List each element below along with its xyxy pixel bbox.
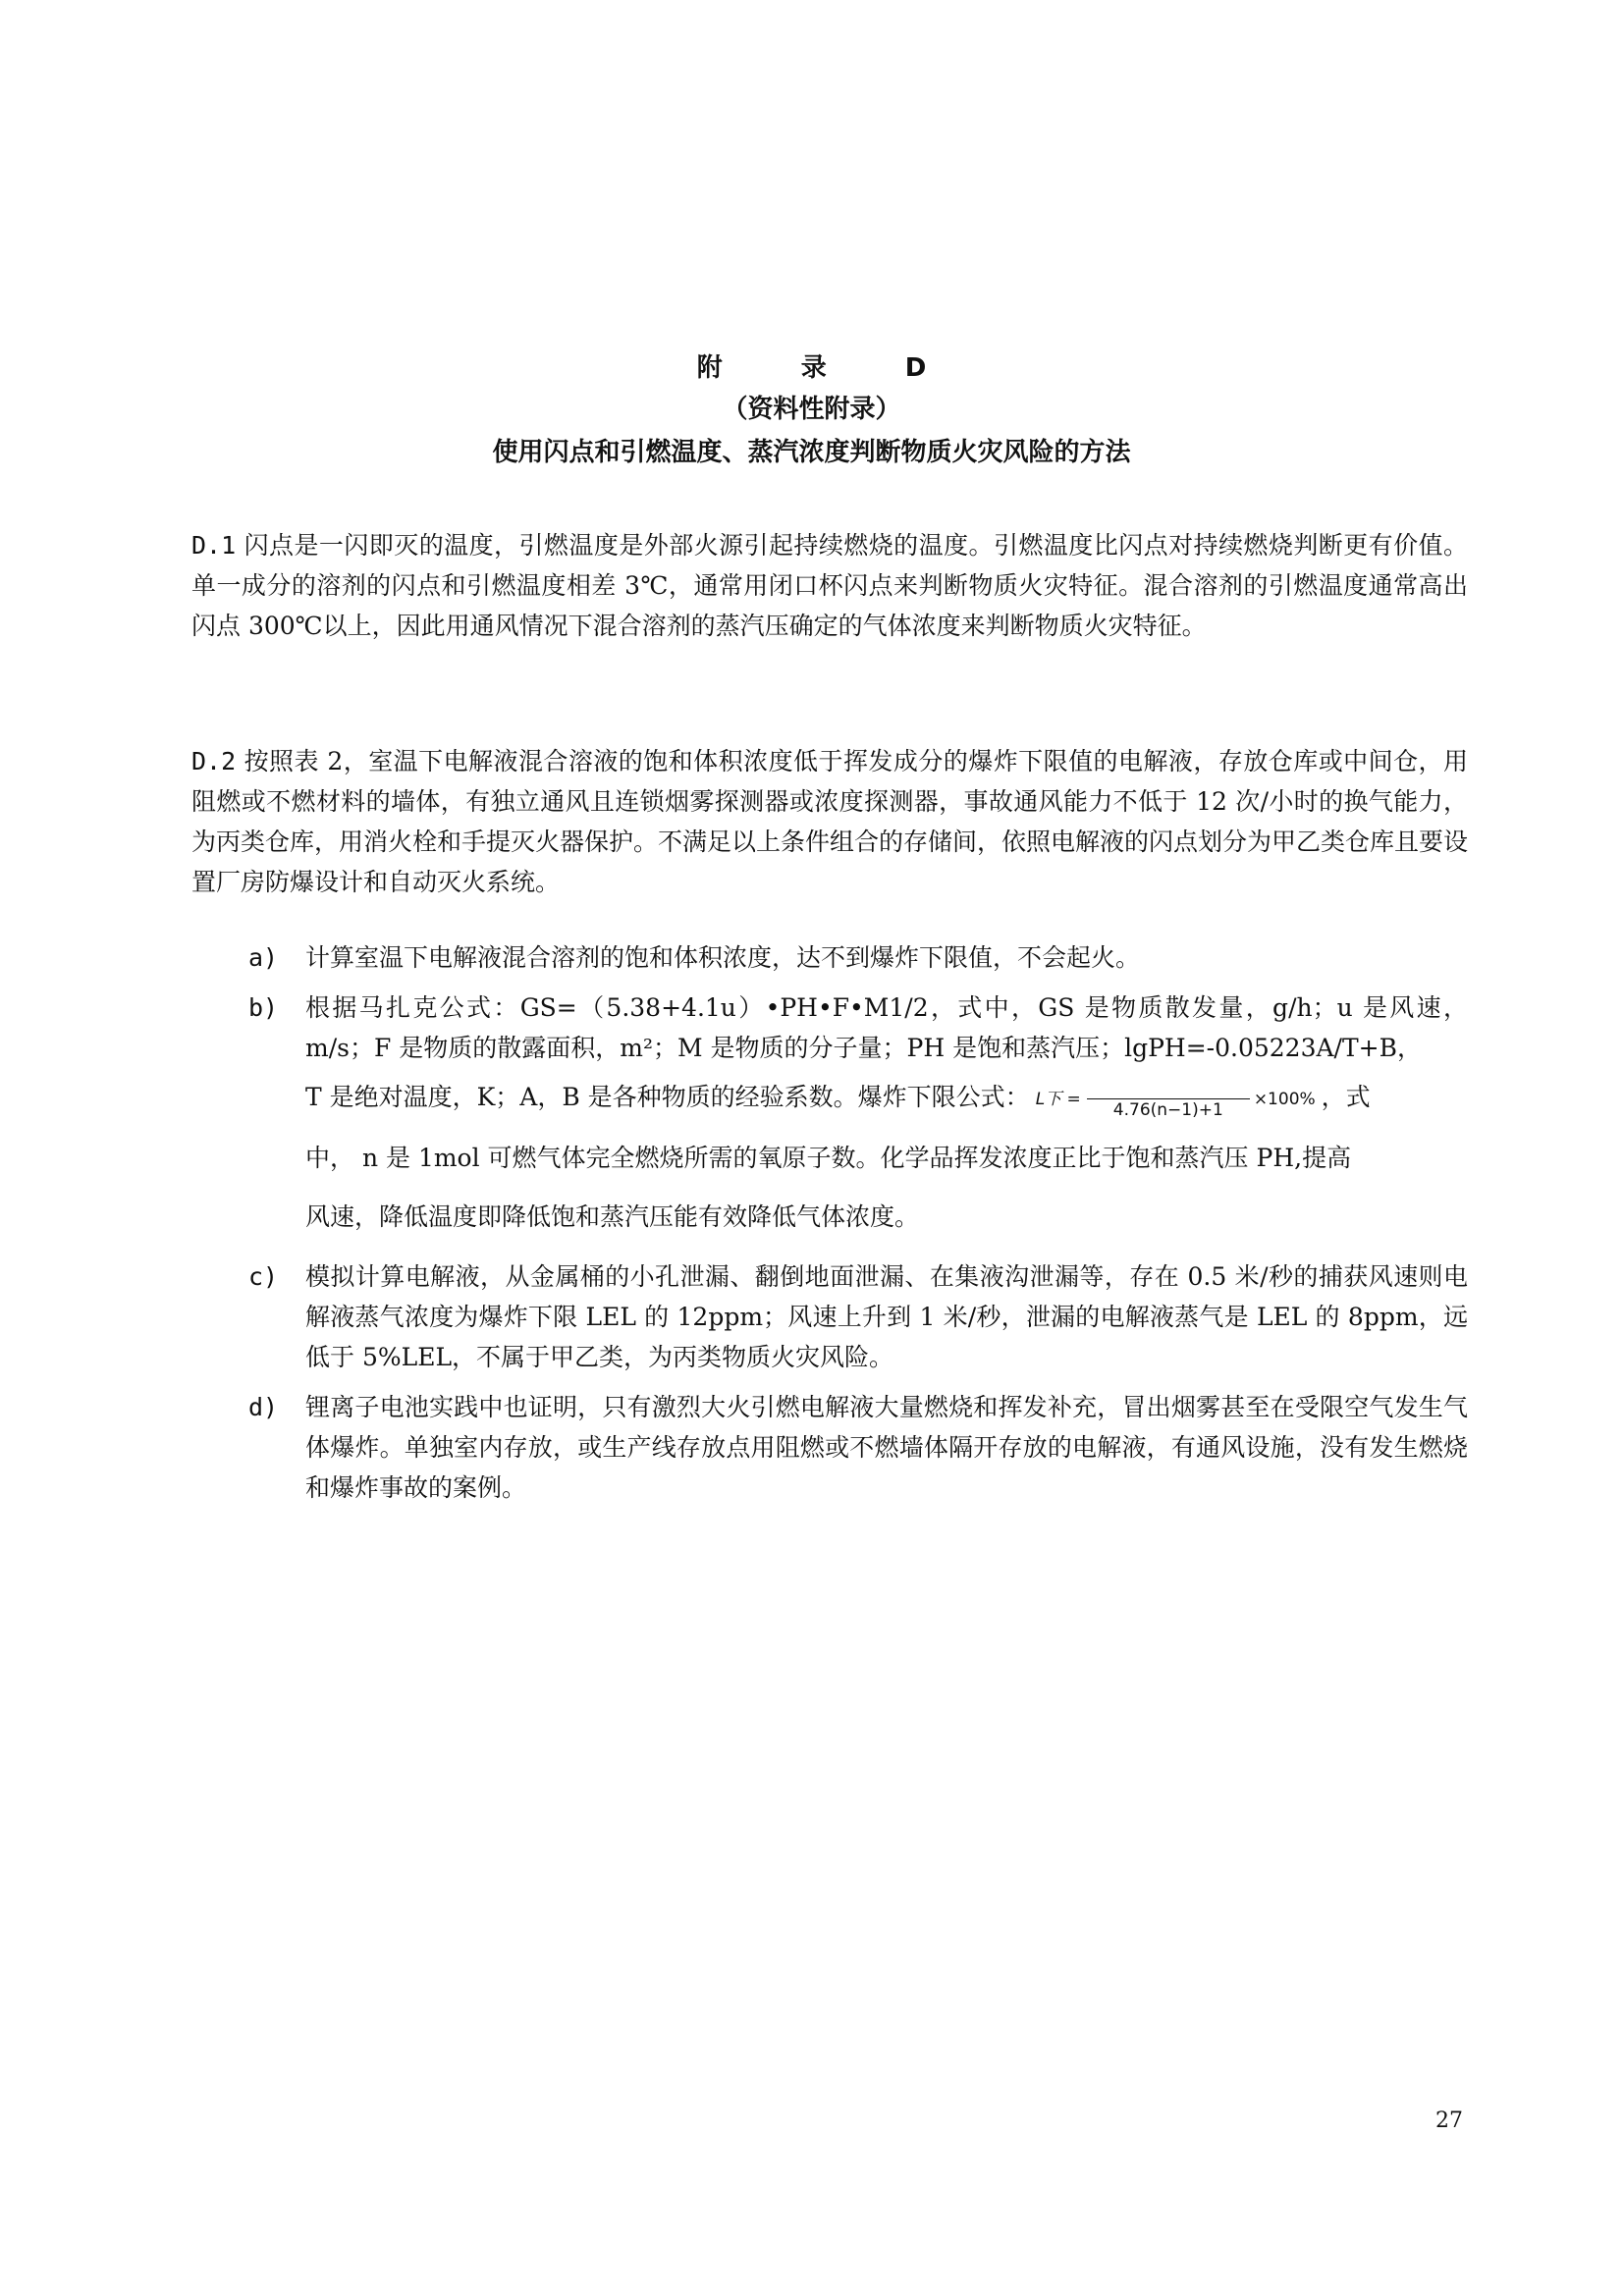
list-item-text: T 是绝对温度，K；A，B 是各种物质的经验系数。爆炸下限公式： (305, 1083, 1030, 1111)
list-item-text: 计算室温下电解液混合溶剂的饱和体积浓度，达不到爆炸下限值，不会起火。 (305, 943, 1141, 972)
formula-fraction (1087, 1077, 1250, 1121)
appendix-title-right: D (904, 353, 927, 383)
list-item-marker: b) (248, 993, 279, 1022)
formula-numerator (1087, 1077, 1250, 1099)
list-item-text: 根据马扎克公式：GS=（5.38+4.1u）•PH•F•M1/2，式中，GS 是物质散发量，g/h；u 是风速，m/s；F 是物质的散露面积，m²；M 是物质的分子量；PH 是饱和蒸汽压；lgPH=-0.05223A/T+B， (305, 993, 1468, 1062)
page-number: 27 (1435, 2109, 1463, 2133)
list-item-marker: c) (248, 1261, 279, 1291)
list-item-a (248, 937, 1468, 978)
formula-line (305, 1068, 1468, 1129)
appendix-heading: 使用闪点和引燃温度、蒸汽浓度判断物质火灾风险的方法 (492, 438, 1131, 467)
list-item-d (248, 1387, 1468, 1508)
list-item-text: ，式 (1321, 1083, 1371, 1111)
section-d2-label: D.2 (191, 747, 237, 775)
list-item-marker: d) (248, 1392, 279, 1421)
formula-lhs: L下 = (1035, 1089, 1081, 1109)
appendix-title-left: 附 (696, 353, 723, 383)
list-item-text: 风速，降低温度即降低饱和蒸汽压能有效降低气体浓度。 (305, 1201, 920, 1231)
formula-percent: ×100% (1253, 1089, 1316, 1109)
section-d1 (191, 525, 1468, 646)
section-d1-label: D.1 (191, 531, 237, 560)
section-d2 (191, 741, 1468, 902)
formula-denominator: 4.76(n−1)+1 (1112, 1100, 1223, 1120)
lel-formula (1036, 1070, 1316, 1129)
section-d1-text: 闪点是一闪即灭的温度，引燃温度是外部火源引起持续燃烧的温度。引燃温度比闪点对持续燃烧判断更有价值。单一成分的溶剂的闪点和引燃温度相差 3℃，通常用闭口杯闪点来判断物质火灾特征。混合溶剂的引燃温度通常高出闪点 300℃以上，因此用通风情况下混合溶剂的蒸汽压确定的气体浓度来判断物质火灾特征。 (191, 531, 1468, 640)
item-list (248, 937, 1468, 1518)
appendix-subtitle: （资料性附录） (722, 395, 901, 424)
list-item-text: 中， n 是 1mol 可燃气体完全燃烧所需的氧原子数。化学品挥发浓度正比于饱和蒸汽压 PH,提高 (305, 1143, 1352, 1172)
appendix-title-mid: 录 (800, 353, 827, 383)
section-d2-text: 按照表 2，室温下电解液混合溶液的饱和体积浓度低于挥发成分的爆炸下限值的电解液，存放仓库或中间仓，用阻燃或不燃材料的墙体，有独立通风且连锁烟雾探测器或浓度探测器，事故通风能力不低于 12 次/小时的换气能力，为丙类仓库，用消火栓和手提灭火器保护。不满足以上条件组合的存储间，依照电解液的闪点划分为甲乙类仓库且要设置厂房防爆设计和自动灭火系统。 (191, 747, 1469, 896)
list-item-text: 模拟计算电解液，从金属桶的小孔泄漏、翻倒地面泄漏、在集液沟泄漏等，存在 0.5 米/秒的捕获风速则电解液蒸气浓度为爆炸下限 LEL 的 12ppm；风速上升到 1 米/秒，泄漏的电解液蒸气是 LEL 的 8ppm，远低于 5%LEL，不属于甲乙类，为丙类物质火灾风险。 (305, 1261, 1468, 1371)
list-item-marker: a) (248, 943, 279, 972)
list-item-text: 锂离子电池实践中也证明，只有激烈大火引燃电解液大量燃烧和挥发补充，冒出烟雾甚至在受限空气发生气体爆炸。单独室内存放，或生产线存放点用阻燃或不燃墙体隔开存放的电解液，有通风设施，没有发生燃烧和爆炸事故的案例。 (305, 1392, 1468, 1502)
appendix-title (0, 351, 1623, 385)
list-item-c (248, 1256, 1468, 1377)
list-item-b (248, 988, 1468, 1247)
